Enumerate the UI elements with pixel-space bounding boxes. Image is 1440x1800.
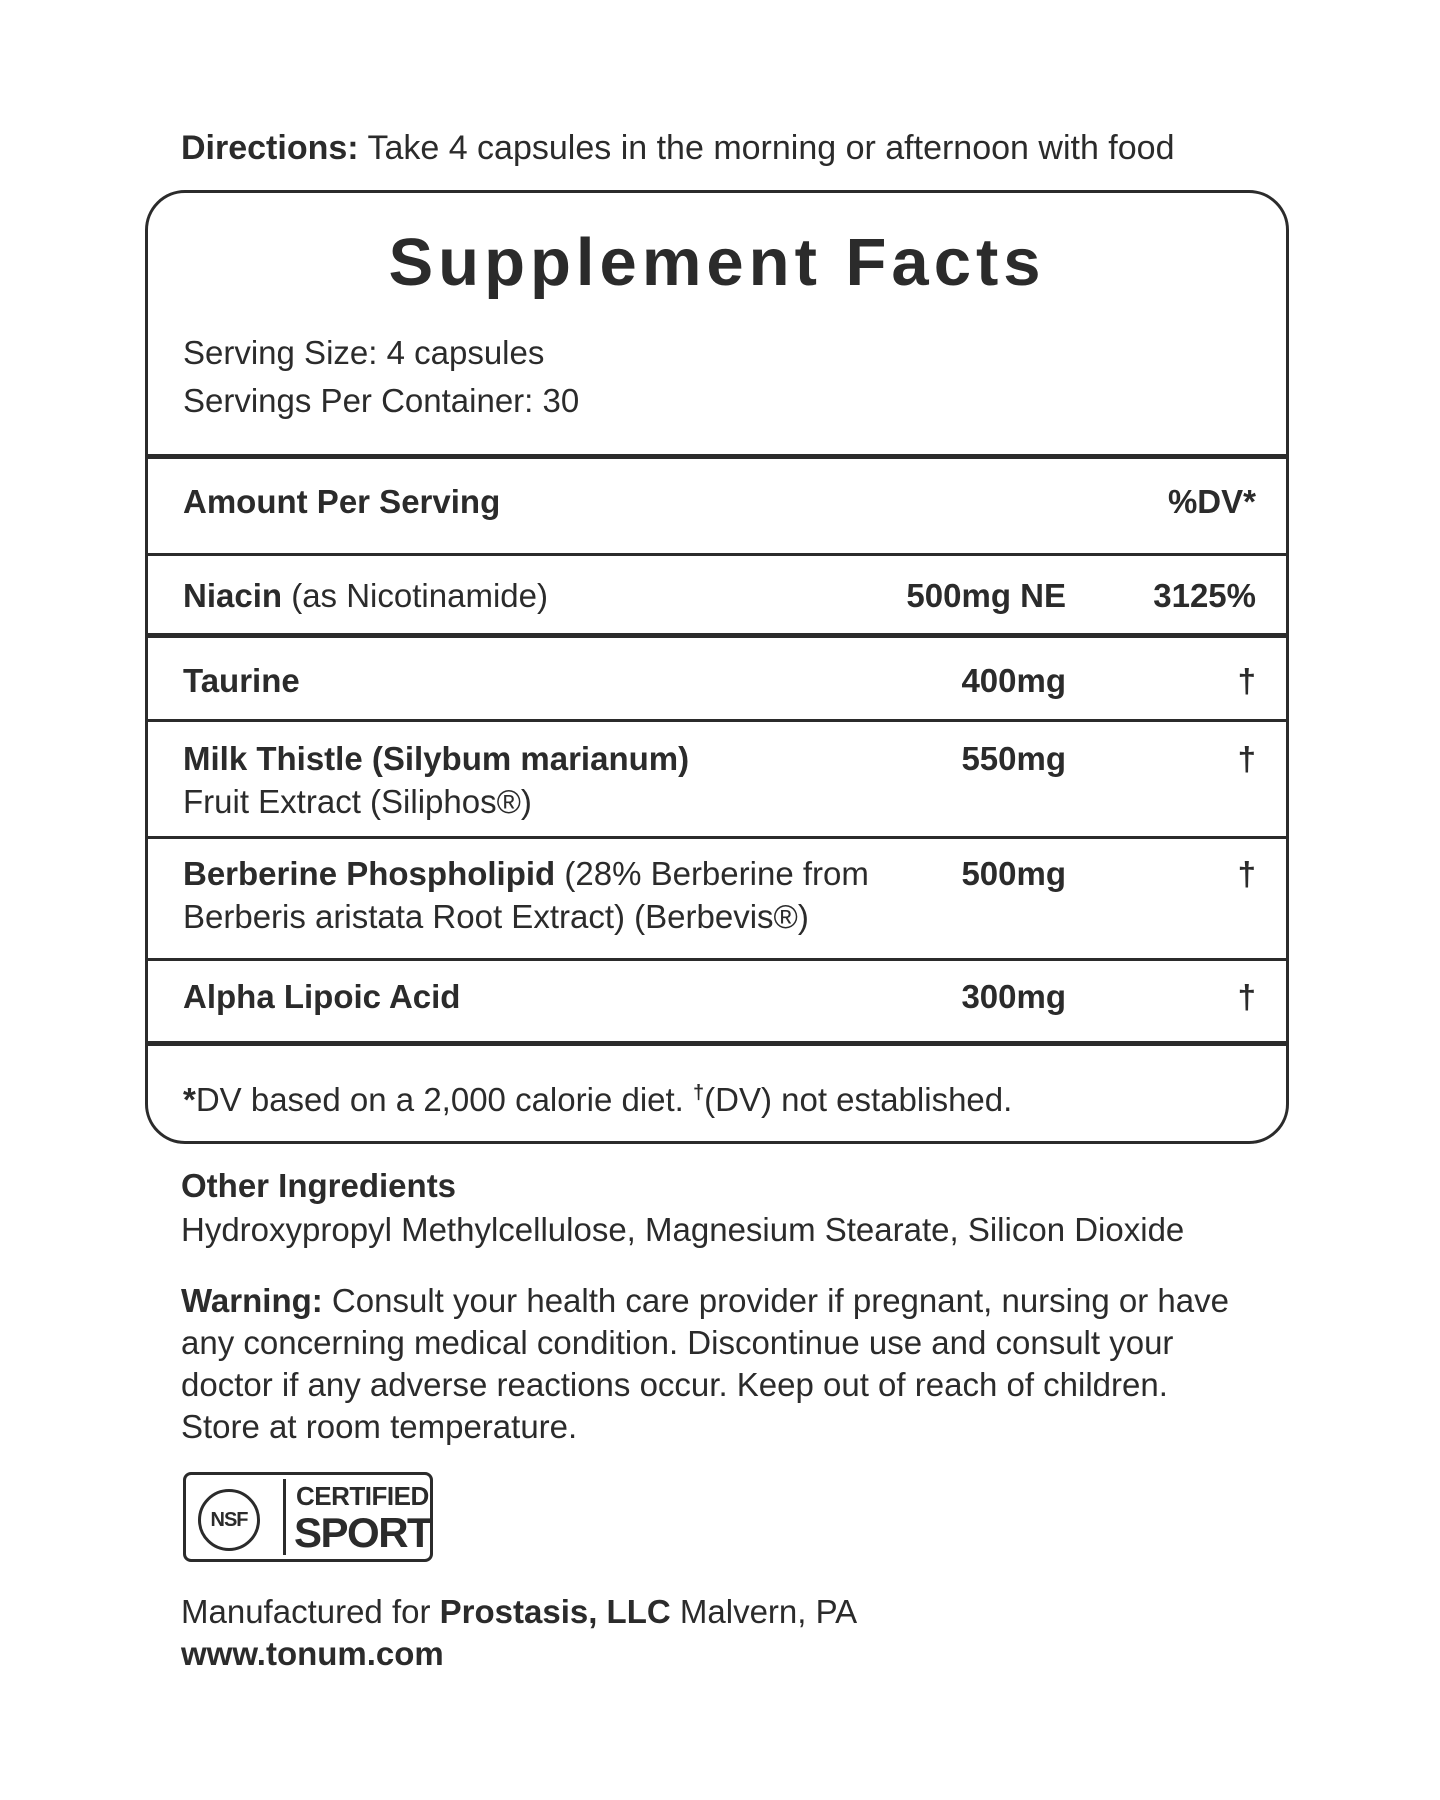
website-link[interactable]: www.tonum.com	[181, 1635, 444, 1672]
warning	[181, 1280, 1241, 1448]
nutrient-dv: †	[1237, 978, 1256, 1015]
nsf-logo-icon: NSF	[198, 1489, 260, 1551]
badge-line1: CERTIFIED	[296, 1481, 429, 1511]
panel-title: Supplement Facts	[388, 225, 1046, 300]
directions-text: Take 4 capsules in the morning or afternoon with food	[367, 129, 1175, 167]
servings-per-container: Servings Per Container: 30	[183, 382, 580, 419]
divider	[148, 553, 1286, 556]
other-ingredients-heading: Other Ingredients	[181, 1167, 457, 1204]
nutrient-amount: 500mg NE	[906, 577, 1066, 614]
nutrient-dv: †	[1237, 855, 1256, 892]
nutrient-dv: †	[1237, 740, 1256, 777]
header-amount-per-serving: Amount Per Serving	[183, 483, 501, 520]
divider-thick	[148, 1041, 1286, 1046]
header-dv: %DV*	[1167, 483, 1256, 520]
serving-size: Serving Size: 4 capsules	[183, 334, 545, 371]
nutrient-amount: 400mg	[961, 662, 1066, 699]
nutrient-dv: †	[1237, 662, 1256, 699]
nutrient-name: Milk Thistle (Silybum marianum) Fruit Extract (Siliphos®)	[183, 740, 690, 820]
nutrient-name: Alpha Lipoic Acid	[183, 978, 461, 1015]
divider	[148, 958, 1286, 961]
nutrient-name: Berberine Phospholipid (28% Berberine from Berberis aristata Root Extract) (Berbevis®)	[183, 855, 869, 935]
supplement-facts-panel	[145, 190, 1289, 1144]
warning-label: Warning:	[181, 1282, 323, 1319]
nutrient-name: Taurine	[183, 662, 300, 699]
other-ingredients-text: Hydroxypropyl Methylcellulose, Magnesium Stearate, Silicon Dioxide	[181, 1211, 1185, 1248]
badge-divider	[283, 1479, 286, 1555]
divider-thick	[148, 633, 1286, 638]
serving-info	[183, 329, 579, 425]
divider	[148, 719, 1286, 722]
manufacturer-line: Manufactured for Prostasis, LLC Malvern, PA	[181, 1593, 858, 1630]
nutrient-amount: 500mg	[961, 855, 1066, 892]
nutrient-amount: 550mg	[961, 740, 1066, 777]
warning-text: Consult your health care provider if pregnant, nursing or have any concerning medical condition. Discontinue use and consult your doctor if any adverse reactions occur. Keep out of reach of children. Store at room temperature.	[181, 1282, 1229, 1445]
directions-label: Directions:	[181, 129, 359, 167]
dv-footnote: *DV based on a 2,000 calorie diet. †(DV) not established.	[183, 1081, 1013, 1118]
nutrient-amount: 300mg	[961, 978, 1066, 1015]
badge-line2: SPORT	[294, 1509, 432, 1556]
directions	[181, 128, 1174, 168]
divider-thick	[148, 454, 1286, 459]
divider	[148, 836, 1286, 839]
nsf-certified-sport-badge	[183, 1472, 433, 1562]
nutrient-dv: 3125%	[1153, 577, 1256, 614]
nutrient-name: Niacin (as Nicotinamide)	[183, 577, 548, 614]
manufacturer-company: Prostasis, LLC	[439, 1593, 671, 1630]
